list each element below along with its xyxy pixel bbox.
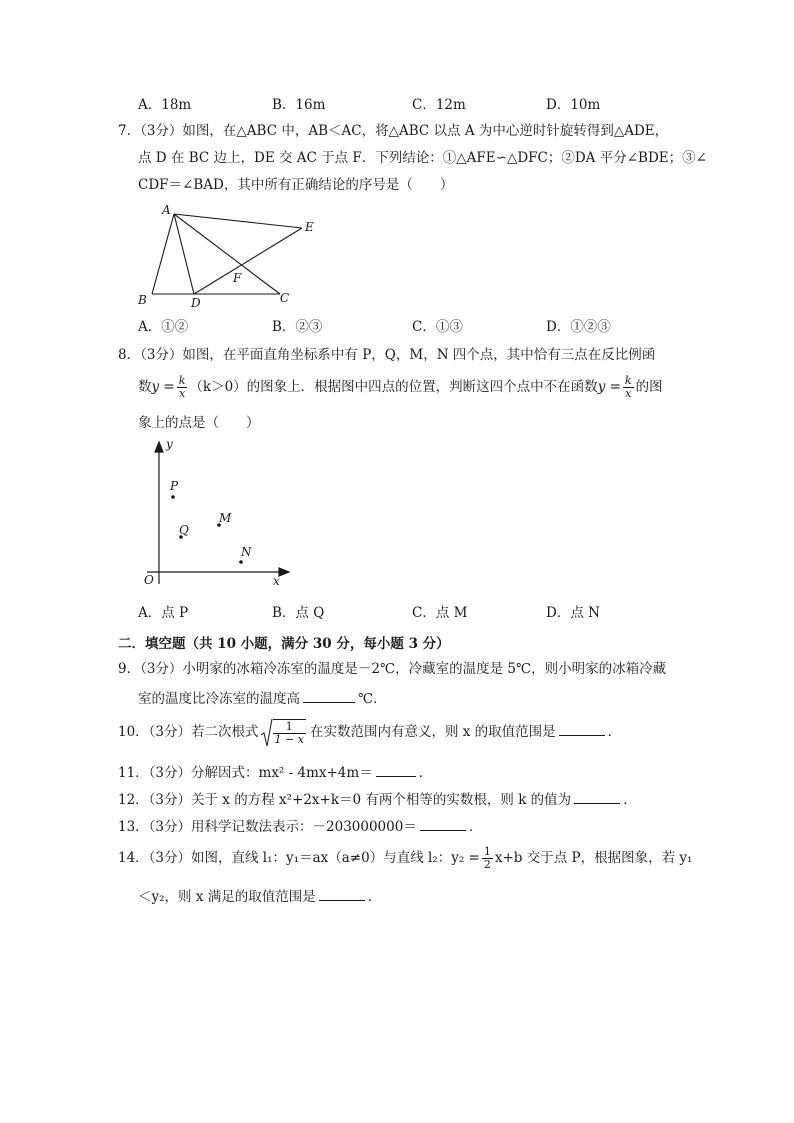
- label-c: C: [280, 291, 290, 305]
- segment-de: [194, 228, 302, 294]
- q8-option-c[interactable]: C．点 M: [412, 605, 468, 621]
- label-m: M: [219, 511, 232, 525]
- q8-function-y: y =: [151, 379, 175, 395]
- q8-fraction-k-over-x: $\frac{k}{x}$: [178, 374, 186, 400]
- q8-option-d[interactable]: D．点 N: [546, 605, 600, 621]
- segment-ae: [174, 214, 302, 228]
- q8-line2-part-c: 的图: [635, 379, 663, 395]
- q8-option-a[interactable]: A．点 P: [138, 605, 189, 621]
- label-y: y: [166, 437, 173, 451]
- segment-ab: [152, 214, 174, 294]
- q12-text: 12．（3分）关于 x 的方程 x²+2x+k＝0 有两个相等的实数根，则 k 的值为 ．: [118, 789, 637, 809]
- segment-ac: [174, 214, 280, 294]
- q10-sqrt-expression: $\frac{1}{1 - x}$: [261, 717, 308, 748]
- label-a: A: [162, 203, 171, 217]
- q13-text: 13．（3分）用科学记数法表示：－203000000＝ ．: [118, 816, 482, 836]
- point-p: [171, 495, 175, 499]
- q8-line2-part-a: 数: [138, 379, 152, 395]
- q12-answer-blank[interactable]: [574, 789, 620, 804]
- label-o: O: [144, 573, 154, 587]
- label-d: D: [191, 296, 201, 310]
- q13-answer-blank[interactable]: [420, 816, 466, 831]
- q8-text-line2: [138, 372, 663, 402]
- q9-answer-blank[interactable]: [303, 688, 355, 703]
- q7-text-line1: 7．（3分）如图，在△ABC 中，AB＜AC，将△ABC 以点 A 为中心逆时针旋转得到△ADE，: [118, 123, 669, 139]
- q10-text: 10．（3分）若二次根式 $\frac{1}{1 - x}$ 在实数范围内有意义，则 x 的取值范围是 ．: [118, 717, 621, 748]
- q7-option-a[interactable]: A．①②: [138, 319, 189, 335]
- q8-function-y-2: y =: [597, 379, 621, 395]
- q8-text-line1: 8．（3分）如图，在平面直角坐标系中有 P，Q，M，N 四个点，其中恰有三点在反比例函: [118, 347, 656, 363]
- x-axis-arrow: [279, 568, 289, 576]
- q10-answer-blank[interactable]: [559, 721, 605, 736]
- q9-text-line1: 9．（3分）小明家的冰箱冷冻室的温度是－2℃，冷藏室的温度是 5℃，则小明家的冰箱冷藏: [118, 661, 667, 677]
- q14-text-line2: ＜y₂，则 x 满足的取值范围是 ．: [138, 886, 381, 906]
- q7-text-line3: CDF＝∠BAD，其中所有正确结论的序号是（ ）: [138, 177, 454, 193]
- q6-option-a[interactable]: A．18m: [138, 97, 192, 113]
- label-b: B: [138, 293, 147, 307]
- q11-answer-blank[interactable]: [376, 762, 416, 777]
- q9-text-line2: 室的温度比冷冻室的温度高 ℃．: [138, 688, 387, 708]
- q7-text-line2: 点 D 在 BC 边上，DE 交 AC 于点 F．下列结论：①△AFE∽△DFC；②DA 平分∠BDE；③∠: [138, 150, 707, 166]
- label-p: P: [170, 479, 179, 493]
- label-n: N: [241, 545, 252, 559]
- y-axis-arrow: [155, 442, 163, 452]
- q7-option-c[interactable]: C．①③: [412, 319, 463, 335]
- label-x: x: [273, 574, 280, 588]
- q8-text-line3: 象上的点是（ ）: [138, 415, 260, 431]
- label-e: E: [305, 220, 314, 234]
- segment-ad: [174, 214, 194, 294]
- q8-option-b[interactable]: B．点 Q: [272, 605, 325, 621]
- q8-fraction-k-over-x-2: $\frac{k}{x}$: [624, 374, 632, 400]
- q14-fraction-half: $\frac{1}{2}$: [483, 845, 491, 871]
- q8-line2-part-b: （k＞0）的图象上．根据图中四点的位置，判断这四个点中不在函数: [189, 379, 598, 395]
- q6-option-b[interactable]: B．16m: [272, 97, 326, 113]
- q14-text-line1: 14．（3分）如图，直线 l₁：y₁＝ax（a≠0）与直线 l₂：y₂ = $\frac{1}{2}$ x+b 交于点 P，根据图象，若 y₁: [118, 845, 693, 871]
- q6-option-d[interactable]: D．10m: [546, 97, 601, 113]
- label-q: Q: [179, 523, 189, 537]
- q7-option-b[interactable]: B．②③: [272, 319, 323, 335]
- point-n: [239, 560, 243, 564]
- q6-option-c[interactable]: C．12m: [412, 97, 466, 113]
- q8-coordinate-figure: [135, 436, 295, 592]
- q7-option-d[interactable]: D．①②③: [546, 319, 611, 335]
- q7-triangle-figure: [130, 198, 330, 310]
- section-fill-in-title: 二．填空题（共 10 小题，满分 30 分，每小题 3 分）: [118, 636, 450, 652]
- q11-text: 11．（3分）分解因式：mx² - 4mx+4m＝ ．: [118, 762, 432, 782]
- q14-answer-blank[interactable]: [319, 886, 365, 901]
- label-f: F: [233, 271, 242, 285]
